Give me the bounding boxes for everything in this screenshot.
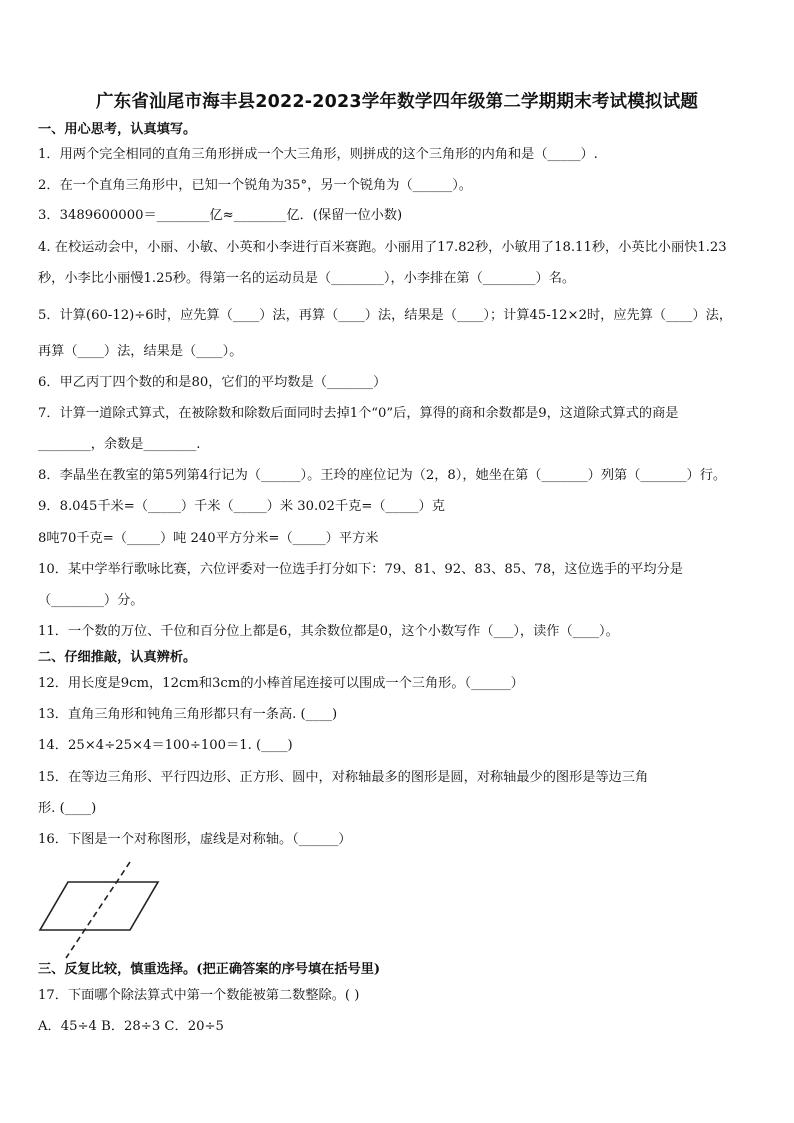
- question-16: 16．下图是一个对称图形，虚线是对称轴。（______）: [38, 832, 352, 847]
- question-5-line-2: 再算（____）法，结果是（____）。: [38, 344, 243, 359]
- question-17-options: A．45÷4 B．28÷3 C．20÷5: [38, 1019, 224, 1034]
- question-5-line-1: 5．计算(60-12)÷6时，应先算（____）法，再算（____）法，结果是（____）；计算45-12×2时，应先算（____）法，: [38, 308, 733, 323]
- question-6: 6．甲乙丙丁四个数的和是80，它们的平均数是（_______）: [38, 375, 387, 390]
- section-3-heading: 三、反复比较，慎重选择。(把正确答案的序号填在括号里): [38, 962, 381, 977]
- section-2-heading: 二、仔细推敲，认真辨析。: [38, 650, 197, 665]
- question-1: 1．用两个完全相同的直角三角形拼成一个大三角形，则拼成的这个三角形的内角和是（_____）.: [38, 147, 598, 162]
- question-9-line-1: 9．8.045千米=（_____）千米（_____）米 30.02千克=（_____）克: [38, 499, 445, 514]
- parallelogram-shape: [40, 882, 158, 930]
- question-15-line-2: 形. (____): [38, 801, 97, 816]
- question-4-line-2: 秒，小李比小丽慢1.25秒。得第一名的运动员是（________），小李排在第（________）名。: [38, 271, 576, 286]
- section-1-heading: 一、用心思考，认真填写。: [38, 122, 197, 137]
- question-8: 8．李晶坐在教室的第5列第4行记为（______）。王玲的座位记为（2，8），她坐在第（_______）列第（_______）行。: [38, 468, 727, 483]
- question-9-line-2: 8吨70千克=（_____）吨 240平方分米=（_____）平方米: [38, 531, 379, 546]
- question-7-line-1: 7．计算一道除式算式，在被除数和除数后面同时去掉1个“0”后，算得的商和余数都是9，这道除式算式的商是: [38, 406, 679, 421]
- question-14: 14．25×4÷25×4＝100÷100＝1. (____): [38, 738, 293, 753]
- question-2: 2．在一个直角三角形中，已知一个锐角为35°，另一个锐角为（______）。: [38, 178, 472, 193]
- question-17: 17．下面哪个除法算式中第一个数能被第二数整除。( ): [38, 988, 360, 1003]
- question-10-line-1: 10．某中学举行歌咏比赛，六位评委对一位选手打分如下：79、81、92、83、85、78，这位选手的平均分是: [38, 562, 683, 577]
- question-15-line-1: 15．在等边三角形、平行四边形、正方形、圆中，对称轴最多的图形是圆，对称轴最少的图形是等边三角: [38, 770, 649, 785]
- question-3: 3．3489600000＝________亿≈________亿．(保留一位小数): [38, 208, 403, 223]
- page-title: 广东省汕尾市海丰县2022-2023学年数学四年级第二学期期末考试模拟试题: [95, 92, 699, 112]
- question-13: 13．直角三角形和钝角三角形都只有一条高. (____): [38, 707, 338, 722]
- question-4-line-1: 4. 在校运动会中，小丽、小敏、小英和小李进行百米赛跑。小丽用了17.82秒，小敏用了18.11秒，小英比小丽快1.23: [38, 240, 727, 255]
- question-12: 12．用长度是9cm，12cm和3cm的小棒首尾连接可以围成一个三角形。（______）: [38, 676, 524, 691]
- dashed-symmetry-axis: [66, 862, 130, 958]
- question-10-line-2: （________）分。: [38, 593, 144, 608]
- question-11: 11．一个数的万位、千位和百分位上都是6，其余数位都是0，这个小数写作（___），读作（____）。: [38, 624, 619, 639]
- question-7-line-2: ________，余数是________.: [38, 437, 201, 452]
- parallelogram-figure: [30, 860, 180, 960]
